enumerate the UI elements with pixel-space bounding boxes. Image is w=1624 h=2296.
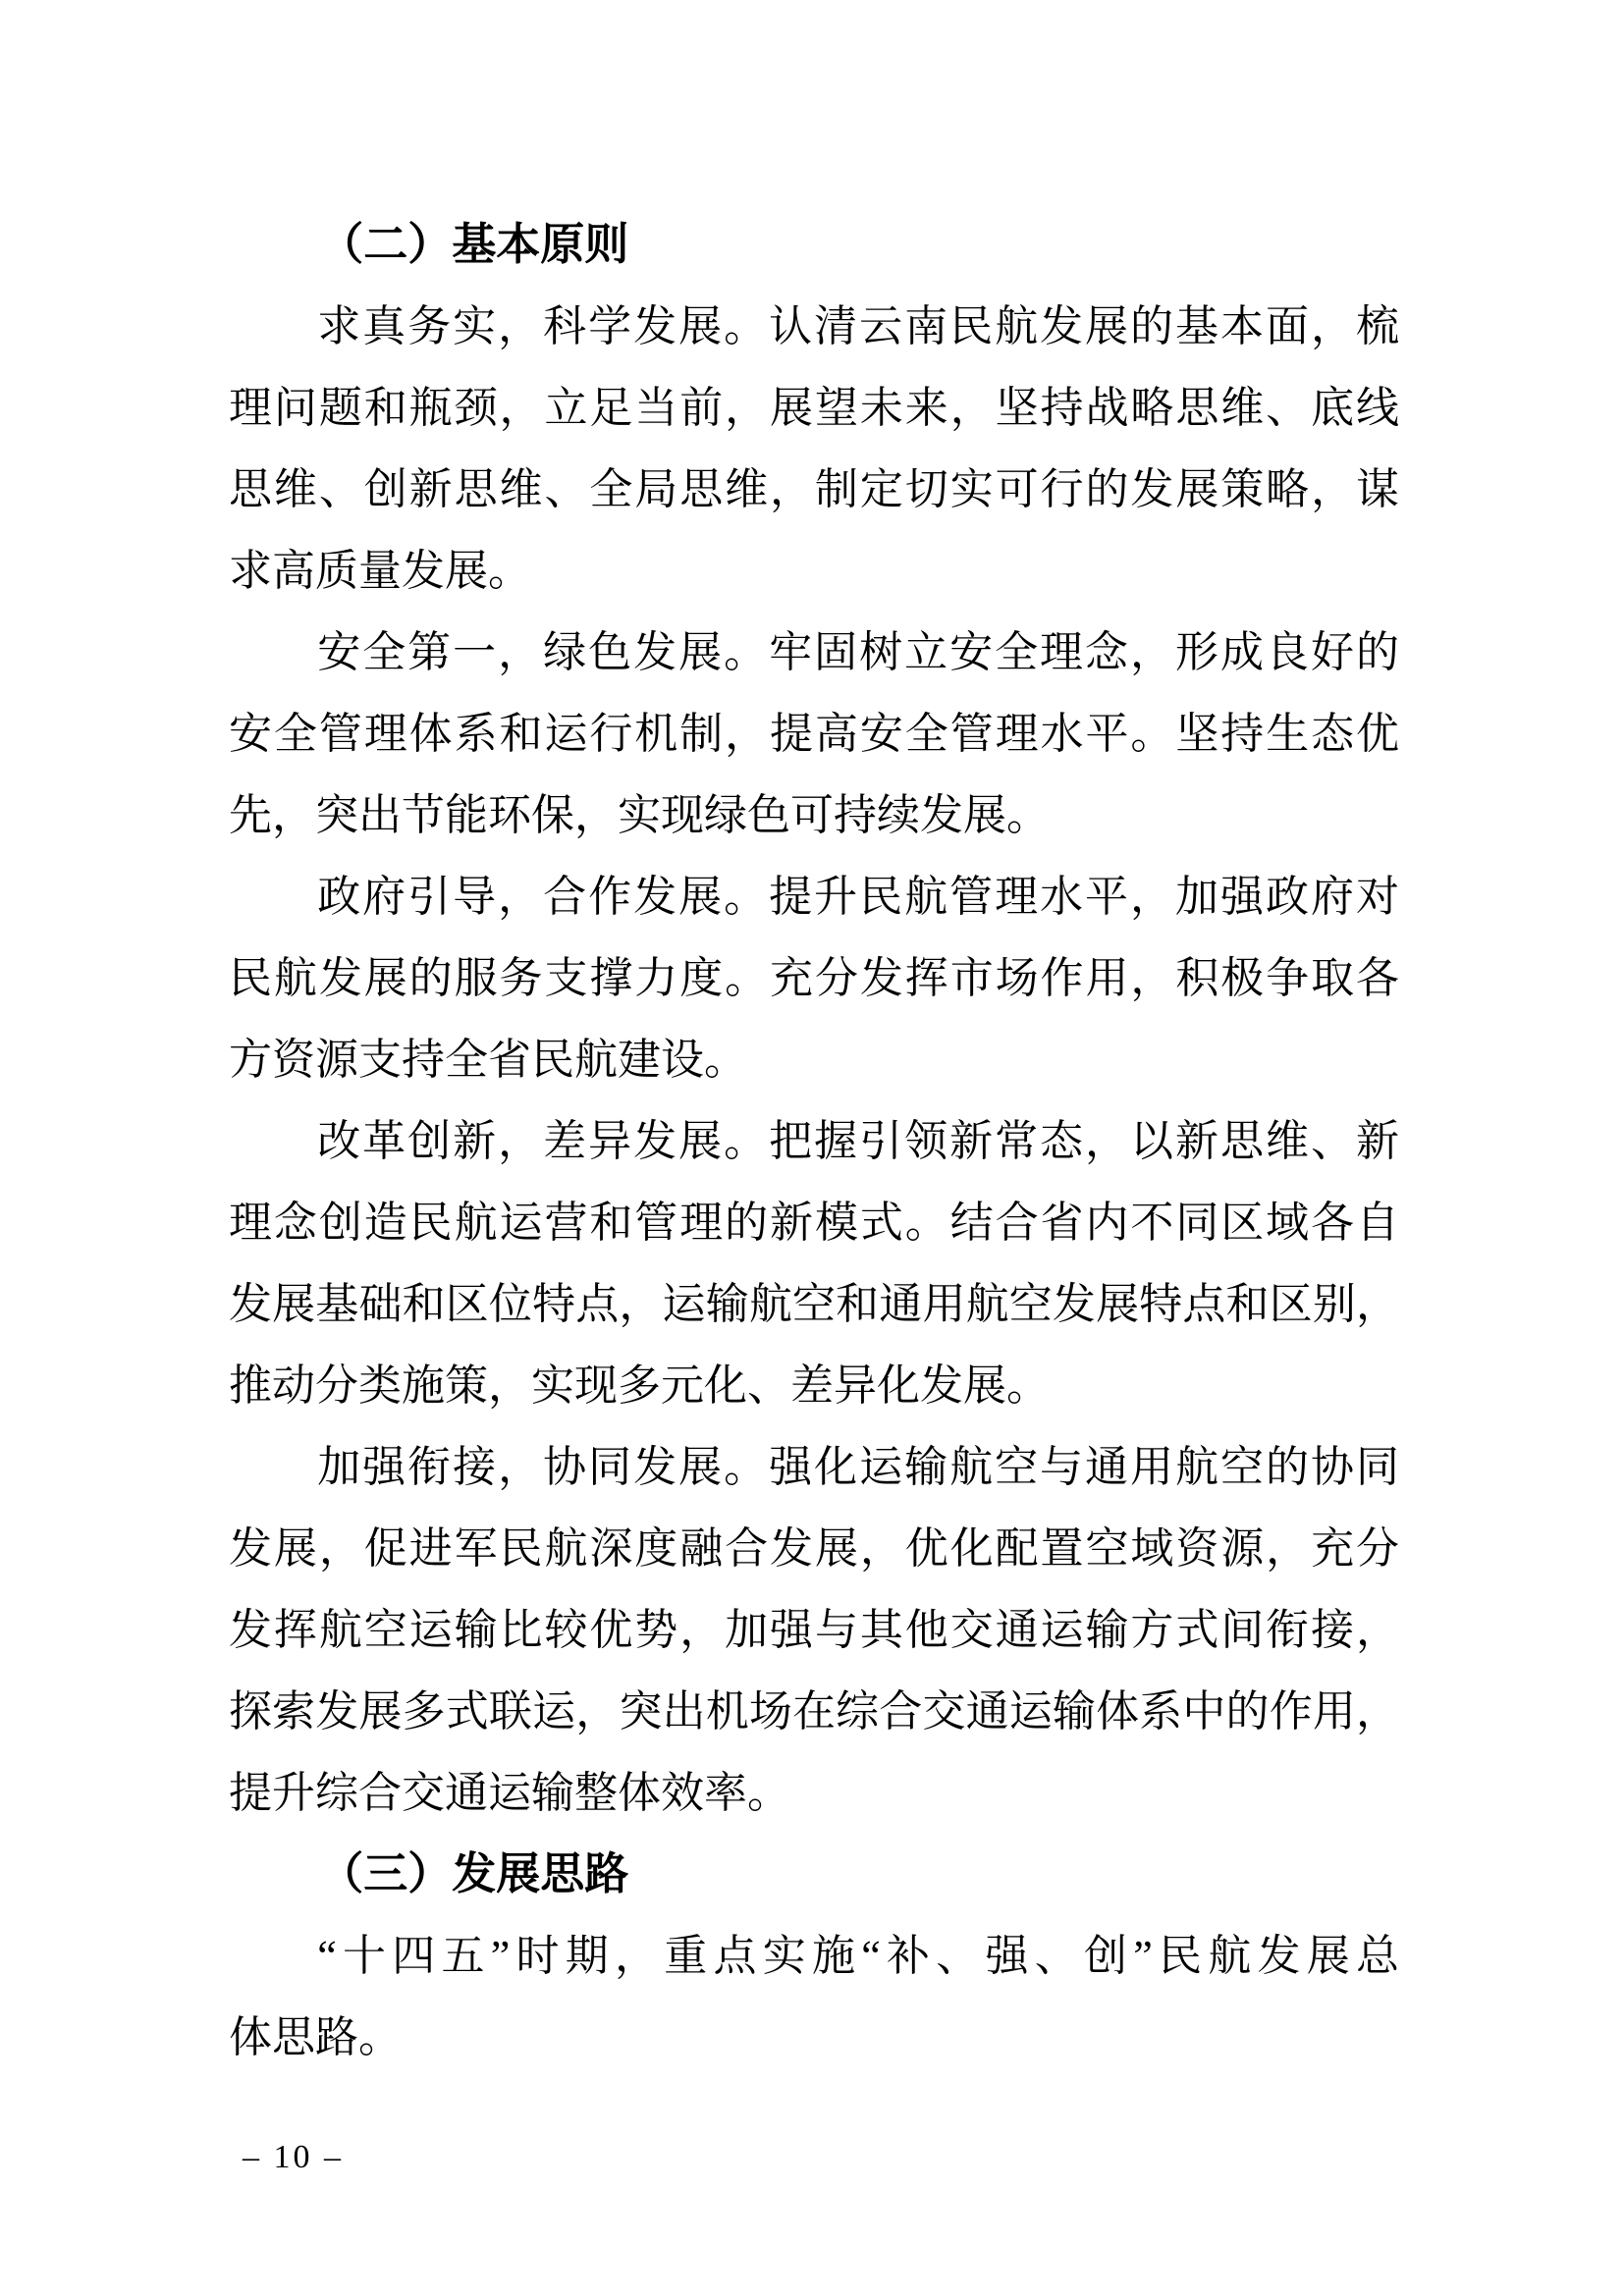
text-line: “十四五”时期，重点实施“补、强、创”民航发展总 — [317, 1932, 1399, 1980]
text-line: 先，突出节能环保，实现绿色可持续发展。 — [229, 791, 1050, 839]
text-line: 改革创新，差异发展。把握引领新常态，以新思维、新 — [317, 1117, 1399, 1165]
text-line: 发展基础和区位特点，运输航空和通用航空发展特点和区别， — [229, 1280, 1399, 1328]
document-body — [229, 204, 1399, 2078]
text-line: 安全管理体系和运行机制，提高安全管理水平。坚持生态优 — [229, 710, 1399, 758]
text-line: 理问题和瓶颈，立足当前，展望未来，坚持战略思维、底线 — [229, 384, 1399, 432]
section-heading-basic-principles: （二）基本原则 — [319, 220, 629, 269]
text-line: 加强衔接，协同发展。强化运输航空与通用航空的协同 — [317, 1443, 1399, 1491]
text-line: 求真务实，科学发展。认清云南民航发展的基本面，梳 — [317, 302, 1399, 350]
paragraph-strengthen-coordination — [229, 1426, 1399, 1834]
paragraph-seek-truth — [229, 286, 1399, 612]
text-line: 思维、创新思维、全局思维，制定切实可行的发展策略，谋 — [229, 465, 1399, 513]
paragraph-reform-innovation — [229, 1100, 1399, 1426]
text-line: 民航发展的服务支撑力度。充分发挥市场作用，积极争取各 — [229, 954, 1399, 1002]
text-line: 安全第一，绿色发展。牢固树立安全理念，形成良好的 — [317, 628, 1399, 676]
text-line: 发挥航空运输比较优势，加强与其他交通运输方式间衔接， — [229, 1606, 1399, 1654]
text-line: 推动分类施策，实现多元化、差异化发展。 — [229, 1362, 1050, 1410]
text-line: 方资源支持全省民航建设。 — [229, 1036, 747, 1084]
page-number: – 10 – — [243, 2139, 344, 2175]
text-line: 体思路。 — [229, 2013, 402, 2061]
text-line: 探索发展多式联运，突出机场在综合交通运输体系中的作用， — [229, 1687, 1399, 1735]
section-heading-development-approach: （三）发展思路 — [319, 1849, 629, 1898]
paragraph-safety-first — [229, 612, 1399, 856]
paragraph-government-guidance — [229, 856, 1399, 1100]
text-line: 发展，促进军民航深度融合发展，优化配置空域资源，充分 — [229, 1524, 1399, 1573]
text-line: 政府引导，合作发展。提升民航管理水平，加强政府对 — [317, 873, 1399, 921]
text-line: 理念创造民航运营和管理的新模式。结合省内不同区域各自 — [229, 1199, 1399, 1247]
text-line: 提升综合交通运输整体效率。 — [229, 1769, 790, 1817]
text-line: 求高质量发展。 — [229, 547, 531, 595]
paragraph-14th-five-year-plan — [229, 1915, 1399, 2078]
